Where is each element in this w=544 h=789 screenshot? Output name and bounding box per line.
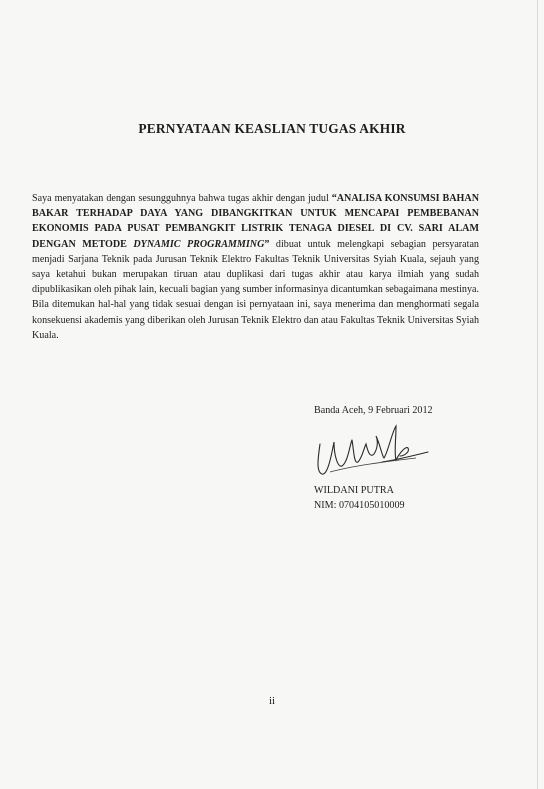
place-date: Banda Aceh, 9 Februari 2012	[314, 405, 433, 416]
method-name: DYNAMIC PROGRAMMING	[133, 238, 265, 250]
signer-nim: NIM: 0704105010009	[314, 500, 405, 511]
signer-name: WILDANI PUTRA	[314, 485, 394, 496]
page-number: ii	[268, 695, 276, 707]
statement-body: dibuat untuk melengkapi sebagian persyaratan menjadi Sarjana Teknik pada Jurusan Teknik Elektro Fakultas Teknik Universitas Syiah Kuala, sejauh yang saya ketahui bukan merupakan tiruan atau duplikasi dari tugas akhir atau karya ilmiah yang sudah dipublikasikan oleh pihak lain, kecuali bagian yang sumber informasinya dicantumkan sebagaimana mestinya. Bila ditemukan hal-hal yang tidak sesuai dengan isi pernyataan ini, saya menerima dan menghormati segala konsekuensi akademis yang diberikan oleh Jurusan Teknik Elektro dan atau Fakultas Teknik Universitas Syiah Kuala.	[32, 238, 479, 341]
thesis-title: “ANALISA KONSUMSI BAHAN BAKAR TERHADAP DAYA YANG DIBANGKITKAN UNTUK MENCAPAI PEMBEBANAN EKONOMIS PADA PUSAT PEMBANGKIT LISTRIK TENAGA DIESEL DI CV. SARI ALAM DENGAN METODE	[32, 193, 479, 250]
handwritten-signature	[312, 422, 432, 482]
scan-edge-line	[537, 0, 538, 789]
page-title: PERNYATAAN KEASLIAN TUGAS AKHIR	[138, 121, 406, 136]
statement-paragraph	[32, 191, 479, 343]
statement-intro: Saya menyatakan dengan sesungguhnya bahwa tugas akhir dengan judul	[32, 193, 332, 204]
close-quote: ”	[264, 238, 270, 250]
